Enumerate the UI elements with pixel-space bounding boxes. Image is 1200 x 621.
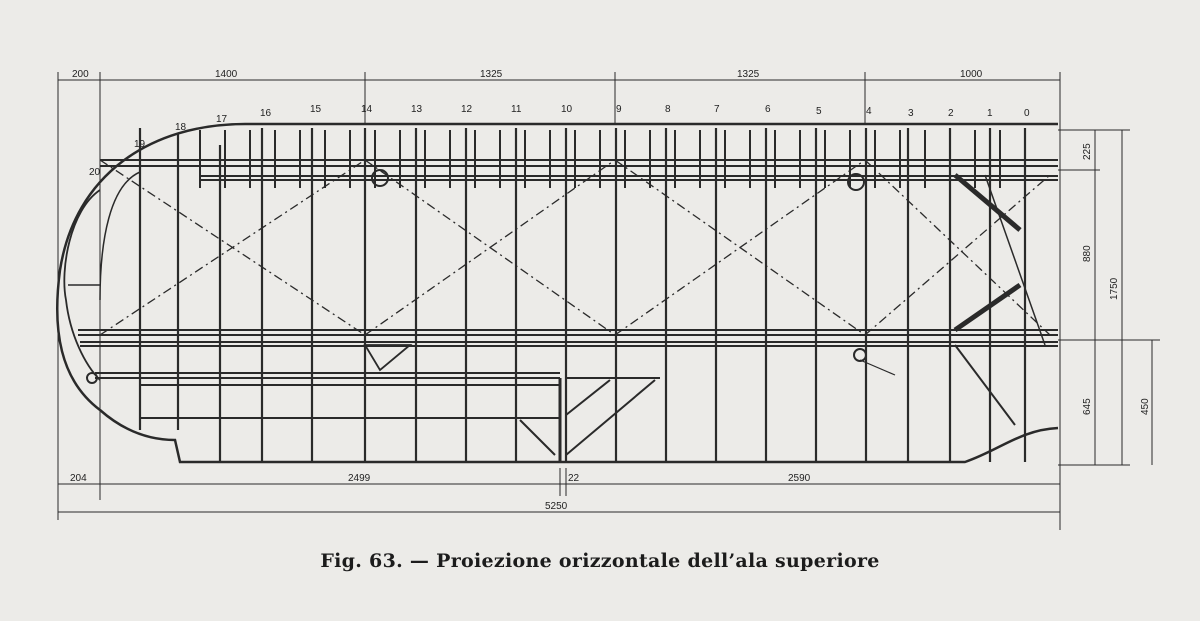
dim-bottom-204: 204 [70, 473, 87, 484]
rib-label-8: 8 [665, 104, 671, 115]
rib-label-19: 19 [134, 139, 146, 150]
dim-right-450: 450 [1140, 398, 1151, 415]
rib-label-1: 1 [987, 108, 993, 119]
rib-label-5: 5 [816, 106, 822, 117]
rib-label-6: 6 [765, 104, 771, 115]
figure-caption: Fig. 63. — Proiezione orizzontale dell’ala superiore [320, 550, 880, 572]
dim-top-1325-a: 1325 [480, 69, 503, 80]
rib-label-7: 7 [714, 104, 720, 115]
rib-label-10: 10 [561, 104, 573, 115]
dim-right-1750: 1750 [1109, 277, 1120, 300]
rib-label-14: 14 [361, 104, 373, 115]
dim-bottom-22: 22 [568, 473, 580, 484]
dim-top-1400: 1400 [215, 69, 238, 80]
dim-bottom-2499: 2499 [348, 473, 371, 484]
dimension-labels [70, 69, 1151, 512]
rib-label-17: 17 [216, 114, 228, 125]
rib-label-15: 15 [310, 104, 322, 115]
rib-label-4: 4 [866, 106, 872, 117]
ribs [140, 128, 1025, 462]
rib-label-18: 18 [175, 122, 187, 133]
rib-label-13: 13 [411, 104, 423, 115]
dim-right-225: 225 [1082, 143, 1093, 160]
dim-right-880: 880 [1082, 245, 1093, 262]
dim-top-1000: 1000 [960, 69, 983, 80]
dim-right-645: 645 [1082, 398, 1093, 415]
rib-label-9: 9 [616, 104, 622, 115]
rib-label-16: 16 [260, 108, 272, 119]
dim-overall-5250: 5250 [545, 501, 568, 512]
rib-label-0: 0 [1024, 108, 1030, 119]
rib-label-20: 20 [89, 167, 101, 178]
dim-top-200: 200 [72, 69, 89, 80]
rib-label-12: 12 [461, 104, 473, 115]
rib-label-2: 2 [948, 108, 954, 119]
rib-label-3: 3 [908, 108, 914, 119]
dim-top-1325-b: 1325 [737, 69, 760, 80]
dim-bottom-2590: 2590 [788, 473, 811, 484]
rib-label-11: 11 [511, 104, 522, 115]
